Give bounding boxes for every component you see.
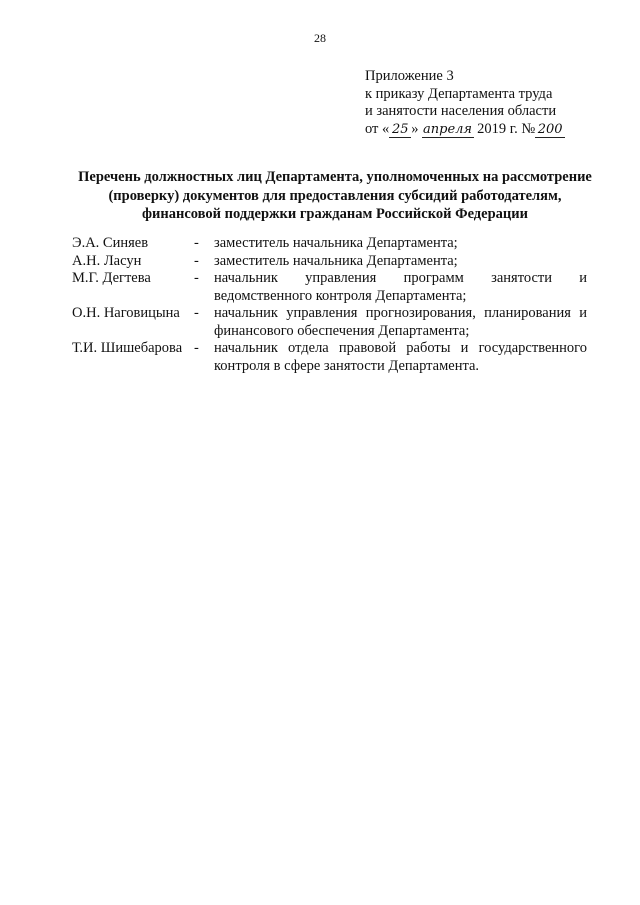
role-line: начальник управления программ занятости и	[214, 270, 587, 286]
appendix-department: и занятости населения области	[365, 103, 557, 119]
staff-list	[72, 235, 587, 375]
staff-row	[72, 253, 587, 271]
title-line-2: (проверку) документов для предоставления субсидий работодателям,	[108, 187, 562, 204]
role-line: заместитель начальника Департамента;	[214, 252, 458, 269]
title-line-1: Перечень должностных лиц Департамента, уполномоченных на рассмотрение	[78, 169, 592, 185]
document-title	[60, 168, 610, 224]
appendix-date-line	[365, 121, 615, 139]
appendix-block	[365, 68, 615, 138]
staff-role	[214, 253, 587, 271]
date-prefix: от «	[365, 120, 390, 137]
role-line: начальник управления прогнозирования, планирования и	[214, 305, 587, 321]
date-quote-close: »	[411, 120, 419, 137]
role-line: ведомственного контроля Департамента;	[214, 287, 467, 304]
date-year: 2019 г. №	[477, 120, 536, 137]
staff-name: О.Н. Наговицына	[72, 305, 180, 321]
staff-name: А.Н. Ласун	[72, 252, 142, 269]
staff-name: Э.А. Синяев	[72, 235, 149, 251]
staff-dash: -	[194, 252, 199, 269]
staff-row	[72, 270, 587, 305]
handwritten-order-number: 200	[535, 123, 565, 138]
handwritten-day: 25	[389, 123, 411, 138]
appendix-title: Приложение 3	[365, 68, 454, 84]
staff-row	[72, 305, 587, 340]
role-line: начальник отдела правовой работы и государственного	[214, 340, 587, 356]
staff-name: М.Г. Дегтева	[72, 270, 151, 286]
staff-role	[214, 270, 587, 305]
staff-dash: -	[194, 235, 199, 251]
staff-role	[214, 305, 587, 340]
staff-row	[72, 340, 587, 375]
handwritten-month: апреля	[423, 121, 473, 137]
appendix-order-ref: к приказу Департамента труда	[365, 85, 553, 102]
staff-role	[214, 340, 587, 375]
title-line-3: финансовой поддержки гражданам Российской Федерации	[142, 206, 528, 222]
staff-row	[72, 235, 587, 253]
role-line: финансового обеспечения Департамента;	[214, 322, 470, 339]
role-line: контроля в сфере занятости Департамента.	[214, 357, 480, 374]
staff-dash: -	[194, 305, 199, 321]
staff-dash: -	[194, 340, 199, 356]
staff-dash: -	[194, 270, 199, 286]
page-number: 28	[314, 31, 326, 45]
role-line: заместитель начальника Департамента;	[214, 235, 458, 251]
staff-name: Т.И. Шишебарова	[72, 340, 183, 356]
staff-role	[214, 235, 587, 253]
